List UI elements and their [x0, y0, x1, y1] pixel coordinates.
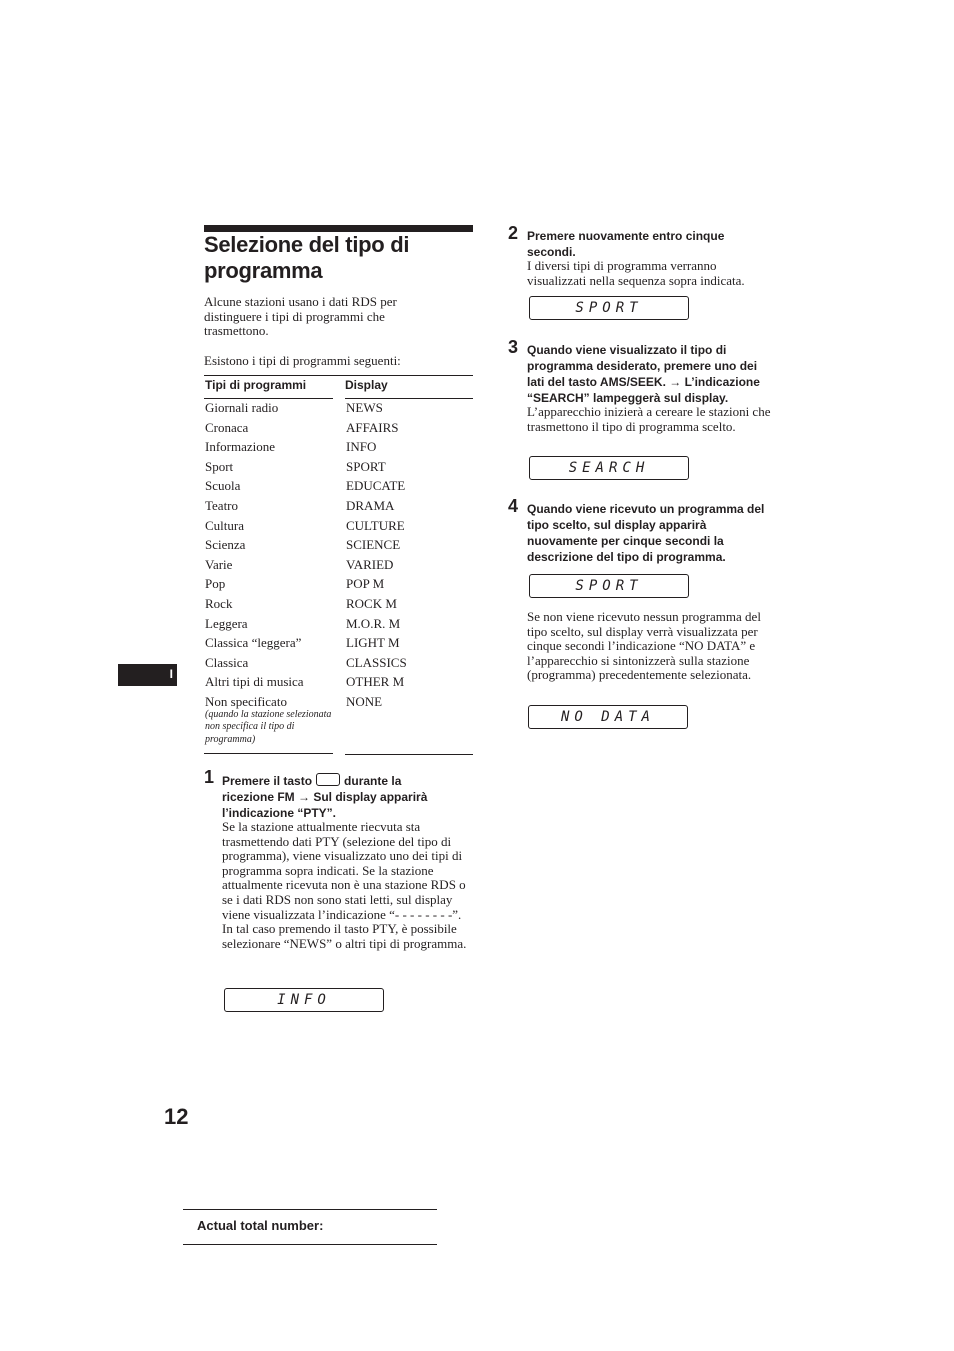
program-type-table	[204, 400, 473, 746]
table-row: Altri tipi di musica OTHER M	[205, 674, 405, 690]
table-bottom-rule	[204, 753, 333, 754]
table-row: Scuola EDUCATE	[205, 478, 406, 494]
table-row: Sport SPORT	[205, 458, 386, 474]
intro-list-lead: Esistono i tipi di programmi seguenti:	[204, 353, 401, 368]
footer-label: Actual total number:	[197, 1218, 324, 1233]
intro-paragraph: Alcune stazioni usano i dati RDS per distinguere i tipi di programmi che trasmettono.	[204, 294, 397, 339]
step-1-instruction: Premere il tasto durante la ricezione FM → Sul display apparirà l’indicazione “PTY”.	[222, 774, 428, 820]
step-3-text: L’apparecchio inizierà a cereare le stazioni che trasmettono il tipo di programma scelto.	[527, 404, 771, 434]
table-row: Rock ROCK M	[205, 595, 397, 611]
step-1-number: 1	[204, 767, 215, 787]
step-3-number: 3	[508, 337, 519, 357]
lcd-display-sport: SPORT	[529, 296, 689, 320]
lcd-display-info: INFO	[224, 988, 384, 1012]
footer-rule	[183, 1209, 437, 1210]
lcd-display-sport: SPORT	[529, 574, 689, 598]
table-row: Classica “leggera” LIGHT M	[205, 635, 400, 651]
step-2-text: I diversi tipi di programma verranno visualizzati nella sequenza sopra indicata.	[527, 258, 745, 288]
table-row: Informazione INFO	[205, 439, 377, 455]
table-row: Varie VARIED	[205, 556, 394, 572]
footer-rule	[183, 1244, 437, 1245]
table-row: Leggera M.O.R. M	[205, 615, 401, 631]
step-4-number: 4	[508, 496, 519, 516]
pty-button-icon	[316, 773, 340, 786]
step-4-text: Se non viene ricevuto nessun programma del tipo scelto, sul display verrà visualizzata per cinque secondi l’indicazione “NO DATA” e l’apparecchio si sintonizzerà sulla stazione (programma) precedentemente selezionata.	[527, 609, 761, 683]
step-1-text: Se la stazione attualmente riecvuta sta trasmettendo dati PTY (selezione del tipo di programma), viene visualizzato uno dei tipi di programma sopra indicati. Se la stazione attualmente ricevuta non è una stazione RDS o se i dati RDS non sono stati letti, sul display viene visualizzata l’indicazione “- - - - - - - -”. In tal caso premendo il tasto PTY, è possibile selezionare “NEWS” o altri tipi di programma.	[222, 819, 467, 951]
table-header-rule	[204, 398, 333, 399]
table-row: Pop POP M	[205, 576, 385, 592]
table-row: Non specificato (quando la stazione selezionata non specifica il tipo di programma) NONE	[205, 693, 383, 745]
step-3-instruction: Quando viene visualizzato il tipo di programma desiderato, premere uno dei lati del tasto AMS/SEEK. → L’indicazione “SEARCH” lampeggerà sul display.	[527, 343, 760, 405]
table-row: Scienza SCIENCE	[205, 537, 401, 553]
language-tab: I	[118, 664, 177, 686]
title-rule	[204, 225, 473, 232]
page-title: Selezione del tipo di programma	[204, 232, 410, 283]
table-header-rule	[345, 398, 473, 399]
table-row: Cultura CULTURE	[205, 517, 405, 533]
table-header-display: Display	[345, 378, 388, 392]
lcd-display-no-data: NO DATA	[528, 705, 688, 729]
table-bottom-rule	[345, 754, 473, 755]
table-row: Classica CLASSICS	[205, 654, 407, 670]
table-row: Cronaca AFFAIRS	[205, 419, 399, 435]
table-header-type: Tipi di programmi	[205, 378, 307, 392]
table-top-rule	[204, 375, 473, 376]
step-2-instruction: Premere nuovamente entro cinque secondi.	[527, 229, 725, 259]
lcd-display-search: SEARCH	[529, 456, 689, 480]
step-2-number: 2	[508, 223, 519, 243]
step-4-instruction: Quando viene ricevuto un programma del tipo scelto, sul display apparirà nuovamente per cinque secondi la descrizione del tipo di programma.	[527, 502, 765, 564]
table-row-note: (quando la stazione selezionata non specifica il tipo di programma)	[205, 708, 332, 745]
table-row: Giornali radio NEWS	[205, 400, 383, 415]
page-number: 12	[164, 1104, 189, 1129]
table-row: Teatro DRAMA	[205, 497, 395, 513]
